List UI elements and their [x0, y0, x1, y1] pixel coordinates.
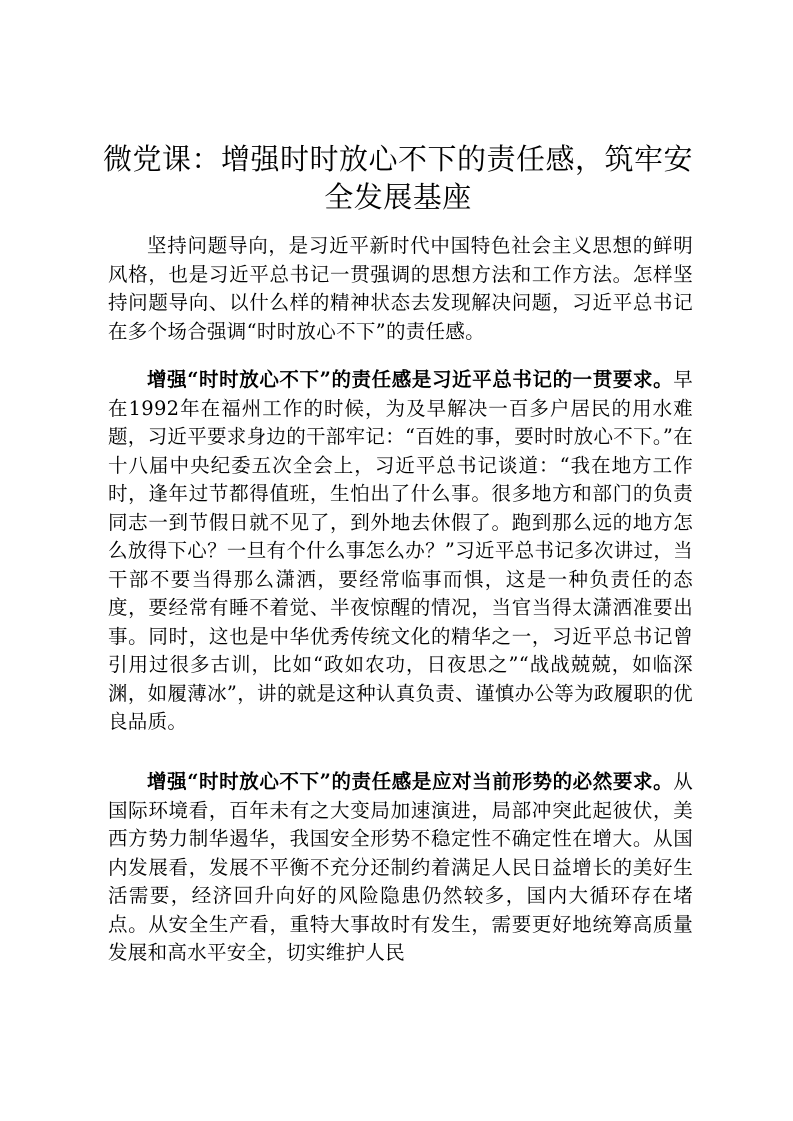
document-title: 微党课：增强时时放心不下的责任感，筑牢安全发展基座	[102, 142, 693, 214]
paragraph-text: 早在1992年在福州工作的时候，为及早解决一百多户居民的用水难题，习近平要求身边的干部牢记：“百姓的事，要时时放心不下。”在十八届中央纪委五次全会上，习近平总书记谈道：“我在地方工作时，逢年过节都得值班，生怕出了什么事。很多地方和部门的负责同志一到节假日就不见了，到外地去休假了。跑到那么远的地方怎么放得下心？一旦有个什么事怎么办？”习近平总书记多次讲过，当干部不要当得那么潇洒，要经常临事而惧，这是一种负责任的态度，要经常有睡不着觉、半夜惊醒的情况，当官当得太潇洒准要出事。同时，这也是中华优秀传统文化的精华之一，习近平总书记曾引用过很多古训，比如“政如农功，日夜思之”“战战兢兢，如临深渊，如履薄冰”，讲的就是这种认真负责、谨慎办公等为政履职的优良品质。	[108, 368, 693, 733]
paragraph-text: 从国际环境看，百年未有之大变局加速演进，局部冲突此起彼伏，美西方势力制华遏华，我国安全形势不稳定性不确定性在增大。从国内发展看，发展不平衡不充分还制约着满足人民日益增长的美好生活需要，经济回升向好的风险隐患仍然较多，国内大循环存在堵点。从安全生产看，重特大事故时有发生，需要更好地统筹高质量发展和高水平安全，切实维护人民	[108, 770, 693, 964]
paragraph-lead: 增强“时时放心不下”的责任感是应对当前形势的必然要求。	[147, 770, 674, 793]
paragraph-text: 坚持问题导向，是习近平新时代中国特色社会主义思想的鲜明风格，也是习近平总书记一贯强调的思想方法和工作方法。怎样坚持问题导向、以什么样的精神状态去发现解决问题，习近平总书记在多个场合强调“时时放心不下”的责任感。	[108, 234, 693, 343]
paragraph-intro	[108, 232, 693, 346]
paragraph-lead: 增强“时时放心不下”的责任感是习近平总书记的一贯要求。	[147, 368, 674, 391]
paragraph-consistent-requirement	[108, 366, 693, 737]
paragraph-situation-requirement	[108, 768, 693, 968]
